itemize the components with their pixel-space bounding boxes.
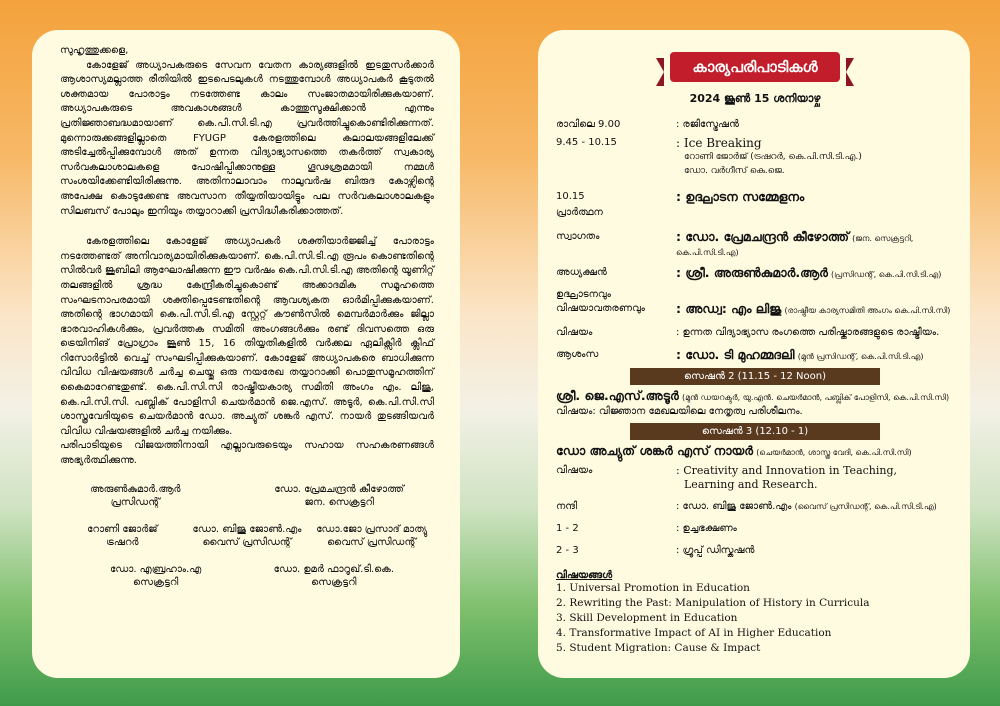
topic-item: 3. Skill Development in Education (556, 612, 738, 624)
schedule-row: ഉദ്ഘാടനവും (556, 289, 611, 300)
schedule-row: 1 - 2 : ഉച്ചഭക്ഷണം (556, 523, 737, 534)
program-date: 2024 ജൂൺ 15 ശനിയാഴ്ച (689, 92, 821, 105)
signatory: ഡോ.ജോ പ്രസാദ് മാത്യു വൈസ് പ്രസിഡന്റ് (316, 523, 428, 548)
signatory: റോണി ജോർജ് ട്രഷറർ (87, 523, 158, 548)
signatory: അരുൺകുമാർ.ആർ പ്രസിഡന്റ് (90, 483, 181, 508)
program-panel (538, 30, 970, 678)
schedule-row: 10.15 : ഉദ്ഘാടന സമ്മേളനം (556, 189, 805, 204)
signature-row-3 (60, 563, 434, 589)
schedule-row: രാവിലെ 9.00 : രജിസ്ട്രേഷൻ (556, 119, 739, 130)
session-3-bar: സെഷൻ 3 (12.10 - 1) (630, 423, 880, 440)
letter-paragraph-3: പരിപാടിയുടെ വിജയത്തിനായി എല്ലാവരുടെയും സഹായ സഹകരണങ്ങൾ അഭ്യർത്ഥിക്കുന്നു. (60, 440, 434, 467)
signatory: ഡോ. പ്രേമചന്ദ്രൻ കീഴോത്ത് ജന. സെക്രട്ടറി (274, 483, 404, 508)
signatory: ഡോ. എബ്രഹാം.എ സെക്രട്ടറി (110, 563, 202, 588)
schedule-row: വിഷയം : ഉന്നത വിദ്യാഭ്യാസ രംഗത്തെ പരിഷ്കാരങ്ങളുടെ രാഷ്ട്രീയം. (556, 327, 940, 338)
signature-row-2 (60, 523, 434, 549)
session-2-speaker: ശ്രീ. ജെ.എസ്.അടൂർ (മുൻ ഡയറക്ടർ, യു.എൻ. ചെയർമാൻ, പബ്ലിക് പോളിസി, കെ.പി.സി.സി) (556, 388, 950, 403)
letter-paragraph-2: കേരളത്തിലെ കോളേജ് അധ്യാപകർ ശക്തിയാർജ്ജിച്ച് പോരാട്ടം നടത്തേണ്ടത് അനിവാര്യമായിരിക്കുകയാണ്. കെ.പി.സി.ടി.എ രൂപം കൊണ്ടതിന്റെ സിൽവർ ജൂബിലി ആഘോഷിക്കുന്ന ഈ വർഷം കെ.പി.സി.ടി.എ അതിന്റെ യൂണിറ്റ് തലങ്ങളിൽ ശ്രദ്ധ കേന്ദ്രീകരിച്ചുകൊണ്ട് അക്കാദമിക സമൂഹത്തെ സംഘടനാപരമായി ശക്തിപ്പെടേണ്ടതിന്റെ ആവശ്യകത ഓർമിപ്പിക്കുകയാണ്. അതിന്റെ ഭാഗമായി കെ.പി.സി.ടി.എ സ്റ്റേറ്റ് കൗൺസിൽ മെമ്പർമാർക്കും ജില്ലാ ഭാരവാഹികൾക്കും, പ്രവർത്തക സമിതി അംഗങ്ങൾക്കും രണ്ട് ദിവസത്തെ ഒരു ട്രെയിനിങ് പ്രോഗ്രാം ജൂൺ 15, 16 തിയ്യതികളിൽ വർക്കല ഏലിക്സിർ ക്ലിഫ് റിസോർട്ടിൽ വെച്ച് സംഘടിപ്പിക്കുകയാണ്. കോളേജ് അധ്യാപകരെ ബാധിക്കുന്ന വിവിധ വിഷയങ്ങൾ ചർച്ച ചെയ്തു ഒരു നയരേഖ തയ്യാറാക്കി പൊതുസമൂഹത്തിന് കൈമാറേണ്ടതുണ്ട്. കെ.പി.സി.സി രാഷ്ട്രീയകാര്യ സമിതി അംഗം എം. ലിജു, കെ.പി.സി.സി. പബ്ലിക് പോളിസി ചെയർമാൻ ജെ.എസ്. അടൂർ, കെ.പി.സി.സി ശാസ്ത്രവേദിയുടെ ചെയർമാൻ ഡോ. അച്യുത് ശങ്കർ എസ്. നായർ തുടങ്ങിയവർ വിവിധ വിഷയങ്ങളിൽ ചർച്ച നയിക്കും. (60, 236, 434, 437)
signatory: ഡോ. ഉമർ ഫാറൂഖ്.ടി.കെ. സെക്രട്ടറി (273, 563, 394, 588)
letter-paragraph-1: കോളേജ് അധ്യാപകരുടെ സേവന വേതന കാര്യങ്ങളിൽ ഇടതുസർക്കാർ ആശാസ്യമല്ലാത്ത രീതിയിൽ ഇടപെടലുകൾ നടത്തുമ്പോൾ അധ്യാപകർ കൂടുതൽ ശക്തമായ പോരാട്ടം നടത്തേണ്ട കാലം സംജാതമായിരിക്കുകയാണ്. അധ്യാപകരുടെ അവകാശങ്ങൾ കാത്തുസൂക്ഷിക്കാൻ എന്നും പ്രതിജ്ഞാബദ്ധമായാണ് കെ.പി.സി.ടി.എ പ്രവർത്തിച്ചുകൊണ്ടിരിക്കുന്നത്. മുന്നൊരുക്കങ്ങളില്ലാതെ FYUGP കേരളത്തിലെ കലാലയങ്ങളിലേക്ക് അടിച്ചേൽപ്പിക്കുമ്പോൾ അത് ഉന്നത വിദ്യാഭ്യാസത്തെ തകർത്ത് സ്വകാര്യ സർവകലാശാലകളെ പോഷിപ്പിക്കാനുള്ള ഗൂഢശ്രമമായി നമ്മൾ സംശയിക്കേണ്ടിയിരിക്കുന്നു. അതിനാലാവാം നാലുവർഷ ബിരുദ കോഴ്സിന്റെ അപേക്ഷ കൊടുക്കേണ്ട അവസാന തീയ്യതിയായിട്ടും പല സർവകലാശാലകളും സിലബസ് പോലും ഇനിയും തയ്യാറാക്കി പ്രസിദ്ധീകരിക്കാത്തത്. (60, 59, 434, 217)
schedule-row: റോണി ജോർജ് (ട്രഷറർ, കെ.പി.സി.ടി.എ.) (684, 152, 862, 162)
schedule-row: വിഷയാവതരണവും : അഡ്വ: എം ലിജു (രാഷ്ട്രീയ കാര്യസമിതി അംഗം കെ.പി.സി.സി) (556, 301, 951, 316)
schedule-row: പ്രാർത്ഥന (556, 207, 603, 218)
signature-row-1 (60, 483, 434, 509)
topic-item: 4. Transformative Impact of AI in Higher Education (556, 627, 832, 639)
schedule-row: 9.45 - 10.15 : Ice Breaking (556, 136, 762, 150)
schedule-row: 2 - 3 : ഗ്രൂപ്പ് ഡിസ്കഷൻ (556, 545, 755, 556)
schedule-row: ഡോ. വർഗീസ് കെ.ജെ. (684, 166, 785, 176)
schedule-row: നന്ദി : ഡോ. ബിജു ജോൺ.എം (വൈസ് പ്രസിഡന്റ്, കെ.പി.സി.ടി.എ) (556, 501, 937, 512)
letter-panel (32, 30, 460, 678)
signatory: ഡോ. ബിജു ജോൺ.എം വൈസ് പ്രസിഡന്റ് (192, 523, 302, 548)
schedule-row: Learning and Research. (684, 478, 818, 491)
session-2-topic: വിഷയം: വിജ്ഞാന മേഖലയിലെ നേതൃത്വ പരിശീലനം. (556, 406, 803, 417)
salutation: സുഹൃത്തുക്കളെ, (60, 45, 129, 56)
topics-heading: വിഷയങ്ങൾ (556, 570, 613, 581)
schedule-row: ആശംസ : ഡോ. ടി മുഹമ്മദലി (മുൻ പ്രസിഡന്റ്, കെ.പി.സി.ടി.എ) (556, 347, 924, 362)
schedule-row: വിഷയം : Creativity and Innovation in Teaching, (556, 464, 898, 477)
schedule-row: സ്വാഗതം : ഡോ. പ്രേമചന്ദ്രൻ കീഴോത്ത് (ജന. സെക്രട്ടറി, കെ.പി.സി.ടി.എ) (556, 229, 914, 257)
session-3-speaker: ഡോ അച്യുത് ശങ്കർ എസ് നായർ (ചെയർമാൻ, ശാസ്ത്ര വേദി, കെ.പി.സി.സി) (556, 443, 912, 458)
session-2-bar: സെഷൻ 2 (11.15 - 12 Noon) (630, 368, 880, 385)
schedule-row: അധ്യക്ഷൻ : ശ്രീ. അരുൺകുമാർ.ആർ (പ്രസിഡന്റ്, കെ.പി.സി.ടി.എ) (556, 265, 942, 280)
topic-item: 1. Universal Promotion in Education (556, 582, 750, 594)
program-banner: കാര്യപരിപാടികൾ (670, 52, 839, 82)
topic-item: 2. Rewriting the Past: Manipulation of History in Curricula (556, 597, 870, 609)
topic-item: 5. Student Migration: Cause & Impact (556, 642, 761, 654)
